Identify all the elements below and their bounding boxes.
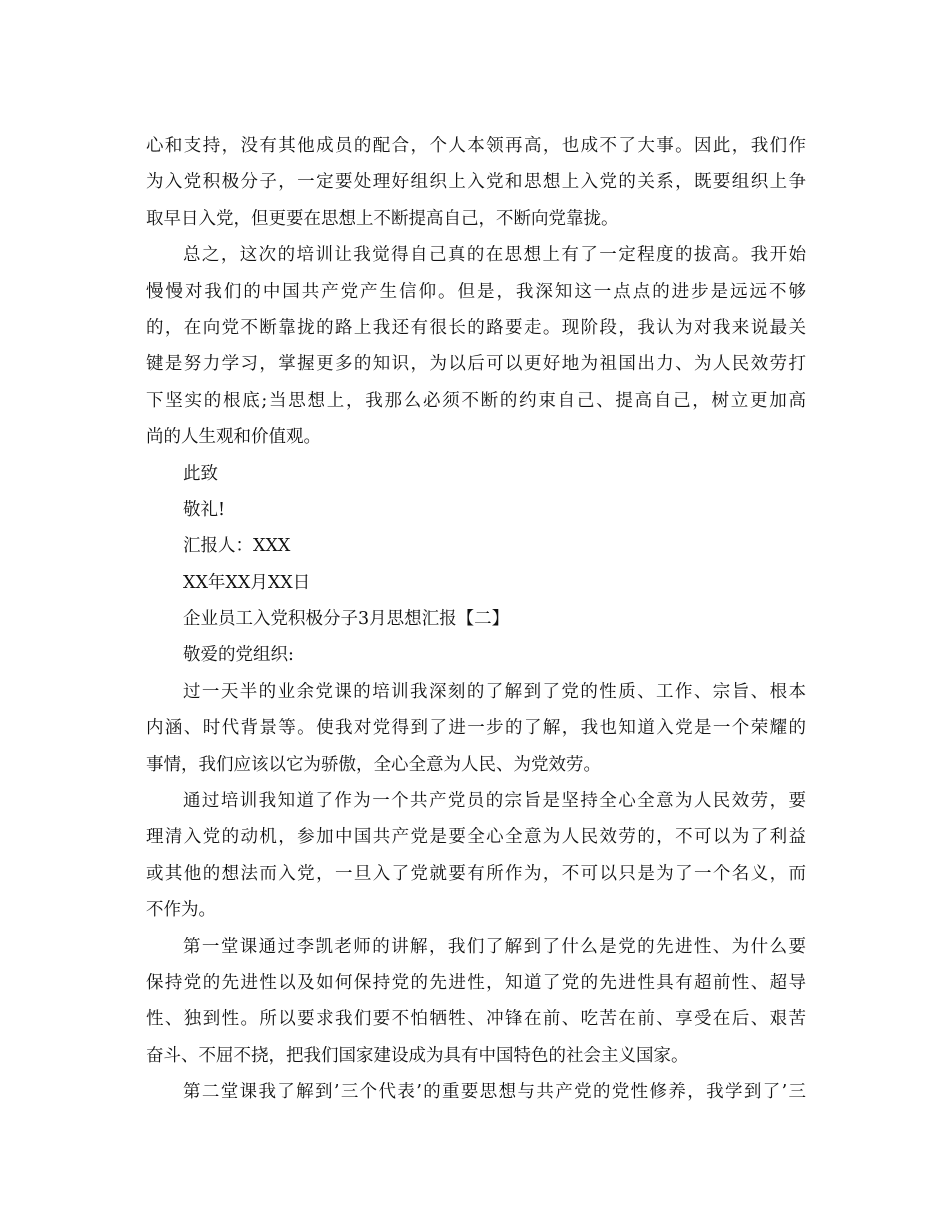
paragraph-line: 下坚实的根底;当思想上，我那么必须不断的约束自己、提高自己，树立更加高 <box>146 390 806 411</box>
closing-salutation: 此致 <box>183 463 218 484</box>
paragraph-line: 奋斗、不屈不挠，把我们国家建设成为具有中国特色的社会主义国家。 <box>146 1045 689 1066</box>
greeting: 敬爱的党组织: <box>183 645 294 666</box>
paragraph-line: 慢慢对我们的中国共产党产生信仰。但是，我深知这一点点的进步是远远不够 <box>146 281 806 302</box>
paragraph-line: 内涵、时代背景等。使我对党得到了进一步的了解，我也知道入党是一个荣耀的 <box>146 718 806 739</box>
paragraph-line: 第一堂课通过李凯老师的讲解，我们了解到了什么是党的先进性、为什么要 <box>183 936 806 957</box>
paragraph-line: 理清入党的动机，参加中国共产党是要全心全意为人民效劳的，不可以为了利益 <box>146 827 806 848</box>
section-title: 企业员工入党积极分子3月思想汇报【二】 <box>183 609 510 630</box>
document-page <box>146 128 806 1111</box>
paragraph-line: 取早日入党，但更要在思想上不断提高自己，不断向党靠拢。 <box>146 208 619 229</box>
report-date: XX年XX月XX日 <box>183 572 311 593</box>
paragraph-line: 总之，这次的培训让我觉得自己真的在思想上有了一定程度的拔高。我开始 <box>183 245 806 266</box>
paragraph-line: 性、独到性。所以要求我们要不怕牺牲、冲锋在前、吃苦在前、享受在后、艰苦 <box>146 1009 806 1030</box>
paragraph-line: 尚的人生观和价值观。 <box>146 427 321 448</box>
paragraph-line: 保持党的先进性以及如何保持党的先进性，知道了党的先进性具有超前性、超导 <box>146 972 806 993</box>
paragraph-line: 事情，我们应该以它为骄傲，全心全意为人民、为党效劳。 <box>146 754 601 775</box>
paragraph-line: 键是努力学习，掌握更多的知识，为以后可以更好地为祖国出力、为人民效劳打 <box>146 354 806 375</box>
paragraph-line: 心和支持，没有其他成员的配合，个人本领再高，也成不了大事。因此，我们作 <box>146 136 806 156</box>
paragraph-line: 过一天半的业余党课的培训我深刻的了解到了党的性质、工作、宗旨、根本 <box>183 681 806 702</box>
paragraph-line: 的，在向党不断靠拢的路上我还有很长的路要走。现阶段，我认为对我来说最关 <box>146 317 806 338</box>
closing-regards: 敬礼! <box>183 499 226 520</box>
paragraph-line: 不作为。 <box>146 900 216 921</box>
paragraph-line: 通过培训我知道了作为一个共产党员的宗旨是坚持全心全意为人民效劳，要 <box>183 791 806 812</box>
paragraph-line: 为入党积极分子，一定要处理好组织上入党和思想上入党的关系，既要组织上争 <box>146 172 806 193</box>
reporter-name: 汇报人：XXX <box>183 536 291 557</box>
paragraph-line: 或其他的想法而入党，一旦入了党就要有所作为，不可以只是为了一个名义，而 <box>146 863 806 884</box>
paragraph-line: 第二堂课我了解到’三个代表’的重要思想与共产党的党性修养，我学到了’三 <box>183 1082 806 1103</box>
